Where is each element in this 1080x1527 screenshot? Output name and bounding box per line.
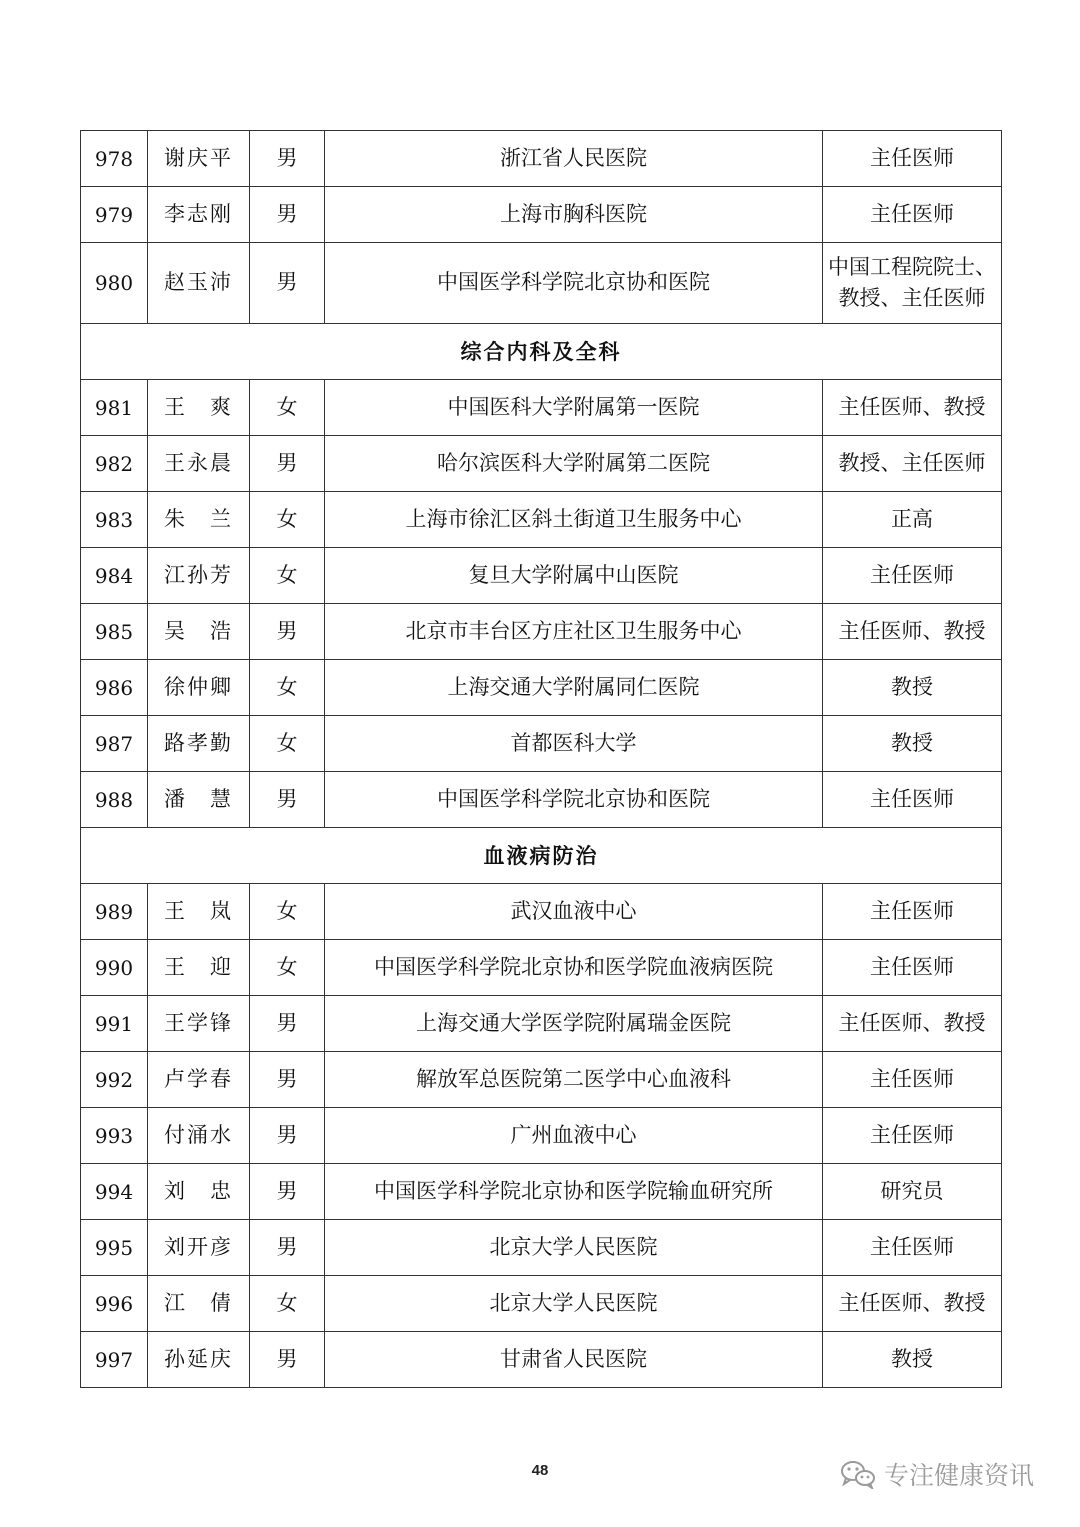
- gender: 男: [250, 1332, 325, 1388]
- professional-title: [823, 604, 1002, 660]
- gender: 男: [250, 187, 325, 243]
- work-unit: 中国医学科学院北京协和医院: [325, 243, 823, 324]
- title-line: 教授: [891, 730, 933, 755]
- row-number: 983: [81, 492, 148, 548]
- gender: 女: [250, 940, 325, 996]
- person-name: 王学锋: [148, 996, 250, 1052]
- professional-title: [823, 940, 1002, 996]
- person-name: 赵玉沛: [148, 243, 250, 324]
- section-row: [81, 828, 1002, 884]
- gender: 女: [250, 492, 325, 548]
- title-line: 主任医师、教授: [838, 1290, 986, 1315]
- row-number: 992: [81, 1052, 148, 1108]
- professional-title: [823, 1052, 1002, 1108]
- table-row: [81, 1052, 1002, 1108]
- row-number: 986: [81, 660, 148, 716]
- gender: 女: [250, 884, 325, 940]
- professional-title: [823, 243, 1002, 324]
- row-number: 997: [81, 1332, 148, 1388]
- title-line: 主任医师: [870, 145, 954, 170]
- row-number: 993: [81, 1108, 148, 1164]
- work-unit: 首都医科大学: [325, 716, 823, 772]
- work-unit: 哈尔滨医科大学附属第二医院: [325, 436, 823, 492]
- work-unit: 中国医学科学院北京协和医院: [325, 772, 823, 828]
- title-line: 中国工程院院士、: [828, 254, 996, 279]
- gender: 男: [250, 772, 325, 828]
- table-row: [81, 1164, 1002, 1220]
- gender: 男: [250, 996, 325, 1052]
- professional-title: [823, 1108, 1002, 1164]
- professional-title: [823, 436, 1002, 492]
- table-row: [81, 996, 1002, 1052]
- title-line: 主任医师: [870, 1122, 954, 1147]
- title-line: 教授、主任医师: [838, 286, 986, 310]
- work-unit: 上海交通大学附属同仁医院: [325, 660, 823, 716]
- person-name: 刘开彦: [148, 1220, 250, 1276]
- roster-table: [80, 130, 1002, 1388]
- professional-title: [823, 996, 1002, 1052]
- title-line: 主任医师: [870, 786, 954, 811]
- table-row: [81, 1276, 1002, 1332]
- row-number: 989: [81, 884, 148, 940]
- row-number: 985: [81, 604, 148, 660]
- professional-title: [823, 884, 1002, 940]
- watermark-text: 专注健康资讯: [884, 1461, 1035, 1490]
- person-name: 朱 兰: [148, 492, 250, 548]
- row-number: 978: [81, 131, 148, 187]
- person-name: 孙延庆: [148, 1332, 250, 1388]
- person-name: 江孙芳: [148, 548, 250, 604]
- table-row: [81, 660, 1002, 716]
- table-row: [81, 548, 1002, 604]
- title-line: 主任医师、教授: [838, 394, 986, 419]
- person-name: 刘 忠: [148, 1164, 250, 1220]
- gender: 女: [250, 716, 325, 772]
- person-name: 王 爽: [148, 380, 250, 436]
- page-number: 48: [531, 1462, 549, 1479]
- row-number: 984: [81, 548, 148, 604]
- professional-title: [823, 716, 1002, 772]
- row-number: 995: [81, 1220, 148, 1276]
- title-line: 教授: [891, 674, 933, 699]
- gender: 女: [250, 548, 325, 604]
- person-name: 付涌水: [148, 1108, 250, 1164]
- professional-title: [823, 548, 1002, 604]
- work-unit: 上海市徐汇区斜土街道卫生服务中心: [325, 492, 823, 548]
- section-heading: 综合内科及全科: [81, 324, 1002, 380]
- table-row: [81, 716, 1002, 772]
- table-row: [81, 380, 1002, 436]
- person-name: 路孝勤: [148, 716, 250, 772]
- title-line: 主任医师: [870, 562, 954, 587]
- work-unit: 浙江省人民医院: [325, 131, 823, 187]
- work-unit: 甘肃省人民医院: [325, 1332, 823, 1388]
- work-unit: 复旦大学附属中山医院: [325, 548, 823, 604]
- wechat-icon: [840, 1459, 876, 1489]
- gender: 男: [250, 1052, 325, 1108]
- row-number: 991: [81, 996, 148, 1052]
- professional-title: [823, 1276, 1002, 1332]
- watermark: [840, 1456, 1034, 1492]
- title-line: 主任医师、教授: [838, 1010, 986, 1035]
- title-line: 正高: [891, 506, 933, 531]
- work-unit: 中国医学科学院北京协和医学院血液病医院: [325, 940, 823, 996]
- roster-body: [81, 131, 1002, 1388]
- professional-title: [823, 1220, 1002, 1276]
- person-name: 卢学春: [148, 1052, 250, 1108]
- work-unit: 中国医学科学院北京协和医学院输血研究所: [325, 1164, 823, 1220]
- table-row: [81, 1108, 1002, 1164]
- table-row: [81, 1332, 1002, 1388]
- gender: 女: [250, 1276, 325, 1332]
- section-row: [81, 324, 1002, 380]
- person-name: 李志刚: [148, 187, 250, 243]
- person-name: 徐仲卿: [148, 660, 250, 716]
- row-number: 988: [81, 772, 148, 828]
- work-unit: 武汉血液中心: [325, 884, 823, 940]
- row-number: 980: [81, 243, 148, 324]
- gender: 女: [250, 380, 325, 436]
- professional-title: [823, 380, 1002, 436]
- professional-title: [823, 1164, 1002, 1220]
- person-name: 江 倩: [148, 1276, 250, 1332]
- title-line: 主任医师: [870, 201, 954, 226]
- table-row: [81, 884, 1002, 940]
- person-name: 吴 浩: [148, 604, 250, 660]
- gender: 男: [250, 604, 325, 660]
- row-number: 990: [81, 940, 148, 996]
- professional-title: [823, 1332, 1002, 1388]
- gender: 男: [250, 1220, 325, 1276]
- gender: 女: [250, 660, 325, 716]
- row-number: 987: [81, 716, 148, 772]
- title-line: 教授、主任医师: [838, 450, 986, 475]
- professional-title: [823, 660, 1002, 716]
- row-number: 996: [81, 1276, 148, 1332]
- person-name: 潘 慧: [148, 772, 250, 828]
- table-row: [81, 492, 1002, 548]
- row-number: 994: [81, 1164, 148, 1220]
- table-row: [81, 940, 1002, 996]
- work-unit: 北京市丰台区方庄社区卫生服务中心: [325, 604, 823, 660]
- title-line: 主任医师: [870, 898, 954, 923]
- title-line: 主任医师: [870, 1234, 954, 1259]
- professional-title: [823, 772, 1002, 828]
- table-row: [81, 1220, 1002, 1276]
- title-line: 研究员: [880, 1178, 944, 1203]
- person-name: 王 迎: [148, 940, 250, 996]
- table-row: [81, 243, 1002, 324]
- professional-title: [823, 187, 1002, 243]
- work-unit: 上海交通大学医学院附属瑞金医院: [325, 996, 823, 1052]
- work-unit: 北京大学人民医院: [325, 1276, 823, 1332]
- professional-title: [823, 131, 1002, 187]
- person-name: 王 岚: [148, 884, 250, 940]
- row-number: 982: [81, 436, 148, 492]
- person-name: 王永晨: [148, 436, 250, 492]
- gender: 男: [250, 436, 325, 492]
- row-number: 979: [81, 187, 148, 243]
- work-unit: 北京大学人民医院: [325, 1220, 823, 1276]
- row-number: 981: [81, 380, 148, 436]
- table-row: [81, 772, 1002, 828]
- gender: 男: [250, 131, 325, 187]
- gender: 男: [250, 1164, 325, 1220]
- professional-title: [823, 492, 1002, 548]
- work-unit: 广州血液中心: [325, 1108, 823, 1164]
- work-unit: 解放军总医院第二医学中心血液科: [325, 1052, 823, 1108]
- title-line: 教授: [891, 1346, 933, 1371]
- title-line: 主任医师: [870, 1066, 954, 1091]
- table-row: [81, 436, 1002, 492]
- table-row: [81, 604, 1002, 660]
- person-name: 谢庆平: [148, 131, 250, 187]
- gender: 男: [250, 1108, 325, 1164]
- work-unit: 上海市胸科医院: [325, 187, 823, 243]
- title-line: 主任医师、教授: [838, 618, 986, 643]
- table-row: [81, 187, 1002, 243]
- work-unit: 中国医科大学附属第一医院: [325, 380, 823, 436]
- section-heading: 血液病防治: [81, 828, 1002, 884]
- table-row: [81, 131, 1002, 187]
- gender: 男: [250, 243, 325, 324]
- title-line: 主任医师: [870, 954, 954, 979]
